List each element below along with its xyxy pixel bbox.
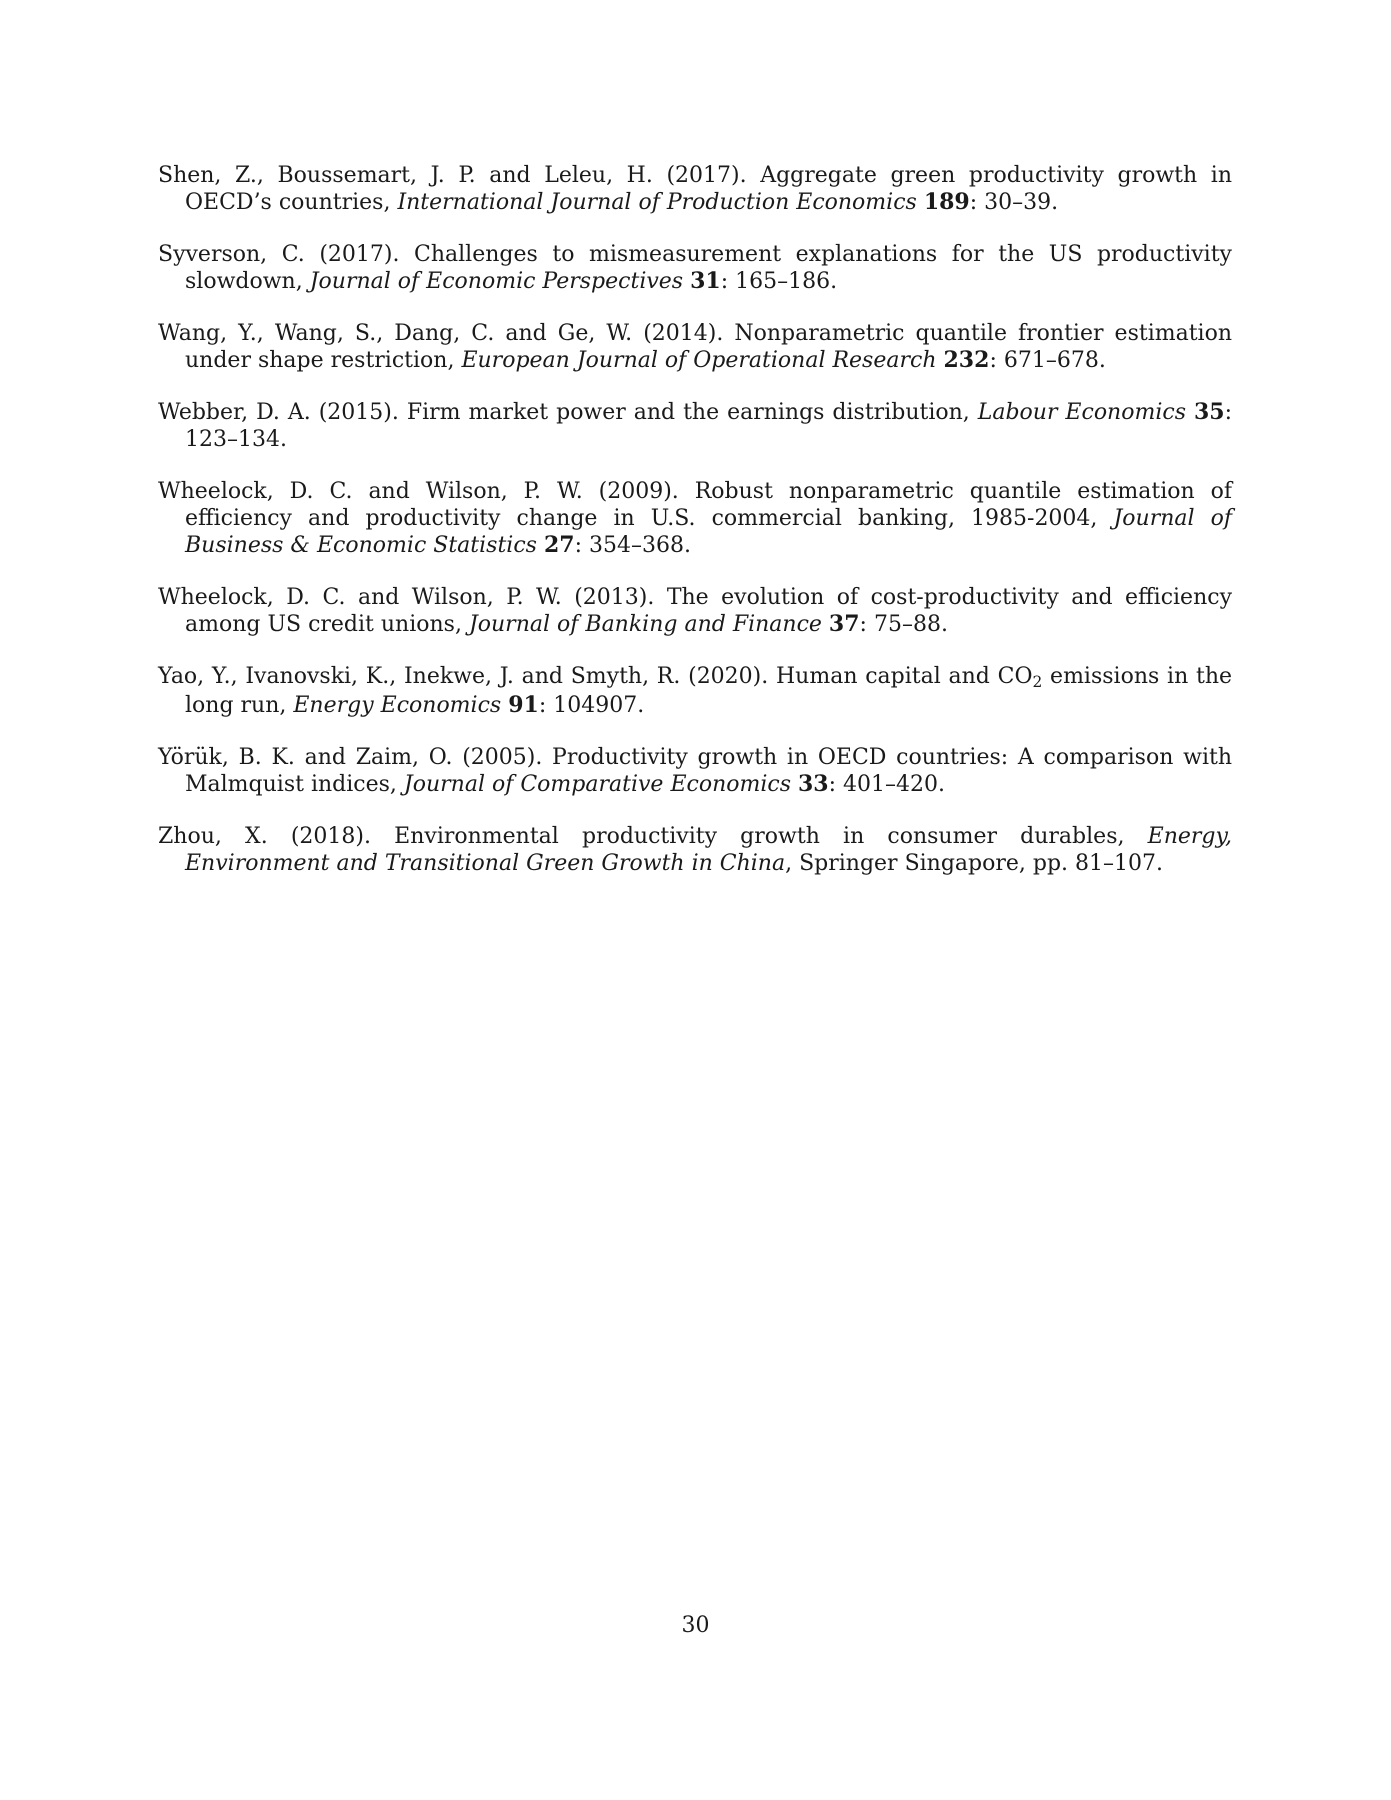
reference-segment: Yao, Y., Ivanovski, K., Inekwe, J. and Smyth, R. (2020). Human capital and CO <box>158 664 1033 689</box>
reference-segment: 31 <box>690 268 721 294</box>
reference-segment: 232 <box>943 347 990 373</box>
reference-segment: : 354–368. <box>574 533 691 558</box>
reference-segment: Zhou, X. (2018). Environmental productivity growth in consumer durables, <box>158 824 1148 849</box>
reference-segment <box>822 612 829 637</box>
reference-entry <box>158 399 1232 453</box>
reference-segment: Wang, Y., Wang, S., Dang, C. and Ge, W. (2014). Nonparametric quantile frontier estimation under shape restriction, <box>158 321 1232 373</box>
reference-segment: Journal of Economic Perspectives <box>309 269 684 294</box>
reference-segment: : 104907. <box>538 693 645 718</box>
reference-segment: Wheelock, D. C. and Wilson, P. W. (2013). The evolution of cost-productivity and efficiency among US credit unions, <box>158 585 1232 637</box>
reference-entry <box>158 823 1232 877</box>
reference-entry <box>158 241 1232 295</box>
reference-segment: Labour Economics <box>977 400 1186 425</box>
reference-segment: : 75–88. <box>859 612 948 637</box>
reference-segment: 91 <box>508 692 539 718</box>
reference-segment: : 401–420. <box>828 772 946 797</box>
reference-segment <box>537 533 544 558</box>
reference-segment: 27 <box>543 532 575 558</box>
reference-segment <box>917 190 924 215</box>
reference-segment: : 165–186. <box>720 269 838 294</box>
reference-segment: : 30–39. <box>969 190 1059 215</box>
reference-segment <box>1186 400 1194 425</box>
reference-segment: emissions in the long run, <box>185 664 1233 718</box>
reference-segment <box>937 348 944 373</box>
reference-segment <box>791 772 798 797</box>
reference-segment: Energy, Environment and Transitional Green Growth in China <box>185 824 1232 876</box>
reference-segment: , Springer Singapore, pp. 81–107. <box>785 851 1164 876</box>
reference-segment: Journal of Comparative Economics <box>403 772 791 797</box>
reference-segment: 189 <box>923 189 970 215</box>
reference-segment: European Journal of Operational Research <box>461 348 937 373</box>
reference-segment: Wheelock, D. C. and Wilson, P. W. (2009). Robust nonparametric quantile estimation of efficiency and productivity change in U.S. commercial banking, 1985-2004, <box>158 479 1232 531</box>
reference-segment: International Journal of Production Economics <box>397 190 917 215</box>
reference-entry <box>158 584 1232 638</box>
reference-segment: : 671–678. <box>989 348 1106 373</box>
reference-segment: Journal of Banking and Finance <box>468 612 822 637</box>
page-number: 30 <box>681 1613 710 1638</box>
reference-entry <box>158 663 1232 719</box>
reference-segment: 33 <box>798 771 829 797</box>
reference-segment: Journal of Business & Economic Statistics <box>185 506 1232 558</box>
reference-entry <box>158 744 1232 798</box>
reference-segment: Webber, D. A. (2015). Firm market power and the earnings distribution, <box>158 400 978 425</box>
reference-segment: Energy Economics <box>293 693 502 718</box>
reference-segment: 35 <box>1193 399 1225 425</box>
reference-segment: 37 <box>828 611 860 637</box>
references-list <box>158 162 1232 902</box>
reference-segment: Syverson, C. (2017). Challenges to mismeasurement explanations for the US productivity slowdown, <box>158 242 1232 294</box>
reference-segment: : 123–134. <box>185 400 1232 452</box>
reference-segment: 2 <box>1032 673 1043 692</box>
reference-segment: Yörük, B. K. and Zaim, O. (2005). Productivity growth in OECD countries: A comparison with Malmquist indices, <box>158 745 1232 797</box>
reference-entry <box>158 320 1232 374</box>
reference-entry <box>158 478 1232 559</box>
reference-entry <box>158 162 1232 216</box>
reference-segment: Shen, Z., Boussemart, J. P. and Leleu, H. (2017). Aggregate green productivity growth in OECD’s countries, <box>158 163 1232 215</box>
